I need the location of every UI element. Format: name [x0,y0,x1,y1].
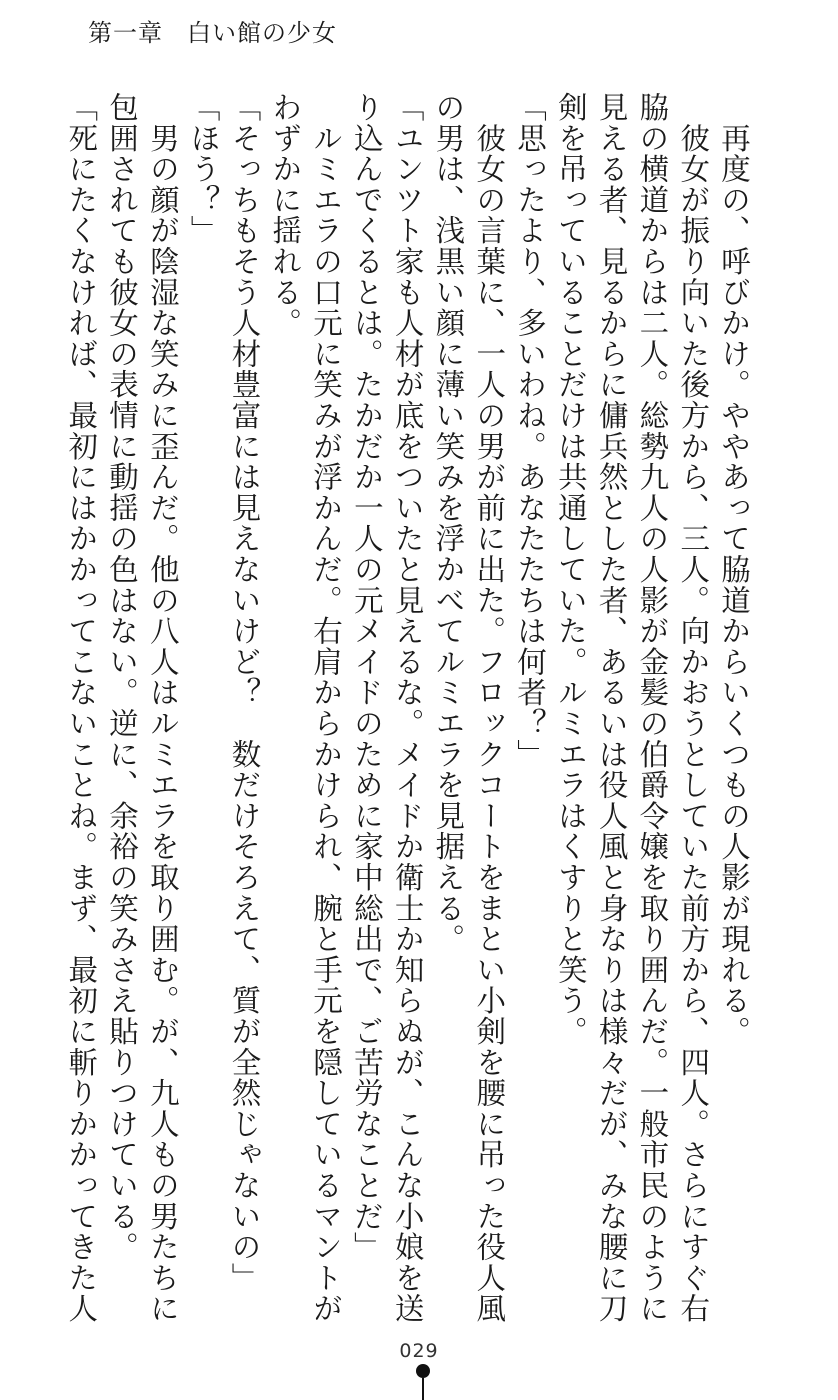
folio-dot-ornament [416,1364,430,1378]
text-line: 脇の横道からは二人。総勢九人の人影が金髪の伯爵令嬢を取り囲んだ。一般市民のように [635,92,670,1324]
text-line: 「ユンツト家も人材が底をついたと見えるな。メイドか衛士か知らぬが、こんな小娘を送 [390,92,425,1324]
text-line: り込んでくるとは。たかだか一人の元メイドのために家中総出で、ご苦労なことだ」 [349,92,384,1263]
text-line: 「そっちもそう人材豊富には見えないけど？ 数だけそろえて、質が全然じゃないの」 [227,92,262,1294]
page-number: 029 [399,1340,439,1362]
text-line: 包囲されても彼女の表情に動揺の色はない。逆に、余裕の笑みさえ貼りつけている。 [105,92,140,1263]
chapter-number: 第一章 [88,19,163,47]
text-line: 剣を吊っていることだけは共通していた。ルミエラはくすりと笑う。 [553,92,588,1047]
vertical-body-text [60,92,754,1324]
text-line: 男の顔が陰湿な笑みに歪んだ。他の八人はルミエラを取り囲む。が、九人もの男たちに [145,92,180,1324]
folio-line-ornament [422,1378,424,1400]
text-line: 再度の、呼びかけ。ややあって脇道からいくつもの人影が現れる。 [717,92,751,1047]
text-line: 「思ったより、多いわね。あなたたちは何者？」 [513,92,548,770]
text-line: 見える者、見るからに傭兵然とした者、あるいは役人風と身なりは様々だが、みな腰に刀 [594,92,629,1324]
chapter-title: 白い館の少女 [187,19,337,47]
running-header [88,18,337,48]
text-line: 「死にたくなければ、最初にはかかってこないことね。まず、最初に斬りかかってきた人 [64,92,99,1324]
text-line: 「ほう？」 [186,92,221,246]
text-line: 彼女の言葉に、一人の男が前に出た。フロックコートをまとい小剣を腰に吊った役人風 [472,92,507,1324]
text-line: 彼女が振り向いた後方から、三人。向かおうとしていた前方から、四人。さらにすぐ右 [676,92,711,1324]
text-line: ルミエラの口元に笑みが浮かんだ。右肩からかけられ、腕と手元を隠しているマントが [309,92,344,1324]
text-line: わずかに揺れる。 [268,92,303,339]
text-line: の男は、浅黒い顔に薄い笑みを浮かべてルミエラを見据える。 [431,92,466,955]
